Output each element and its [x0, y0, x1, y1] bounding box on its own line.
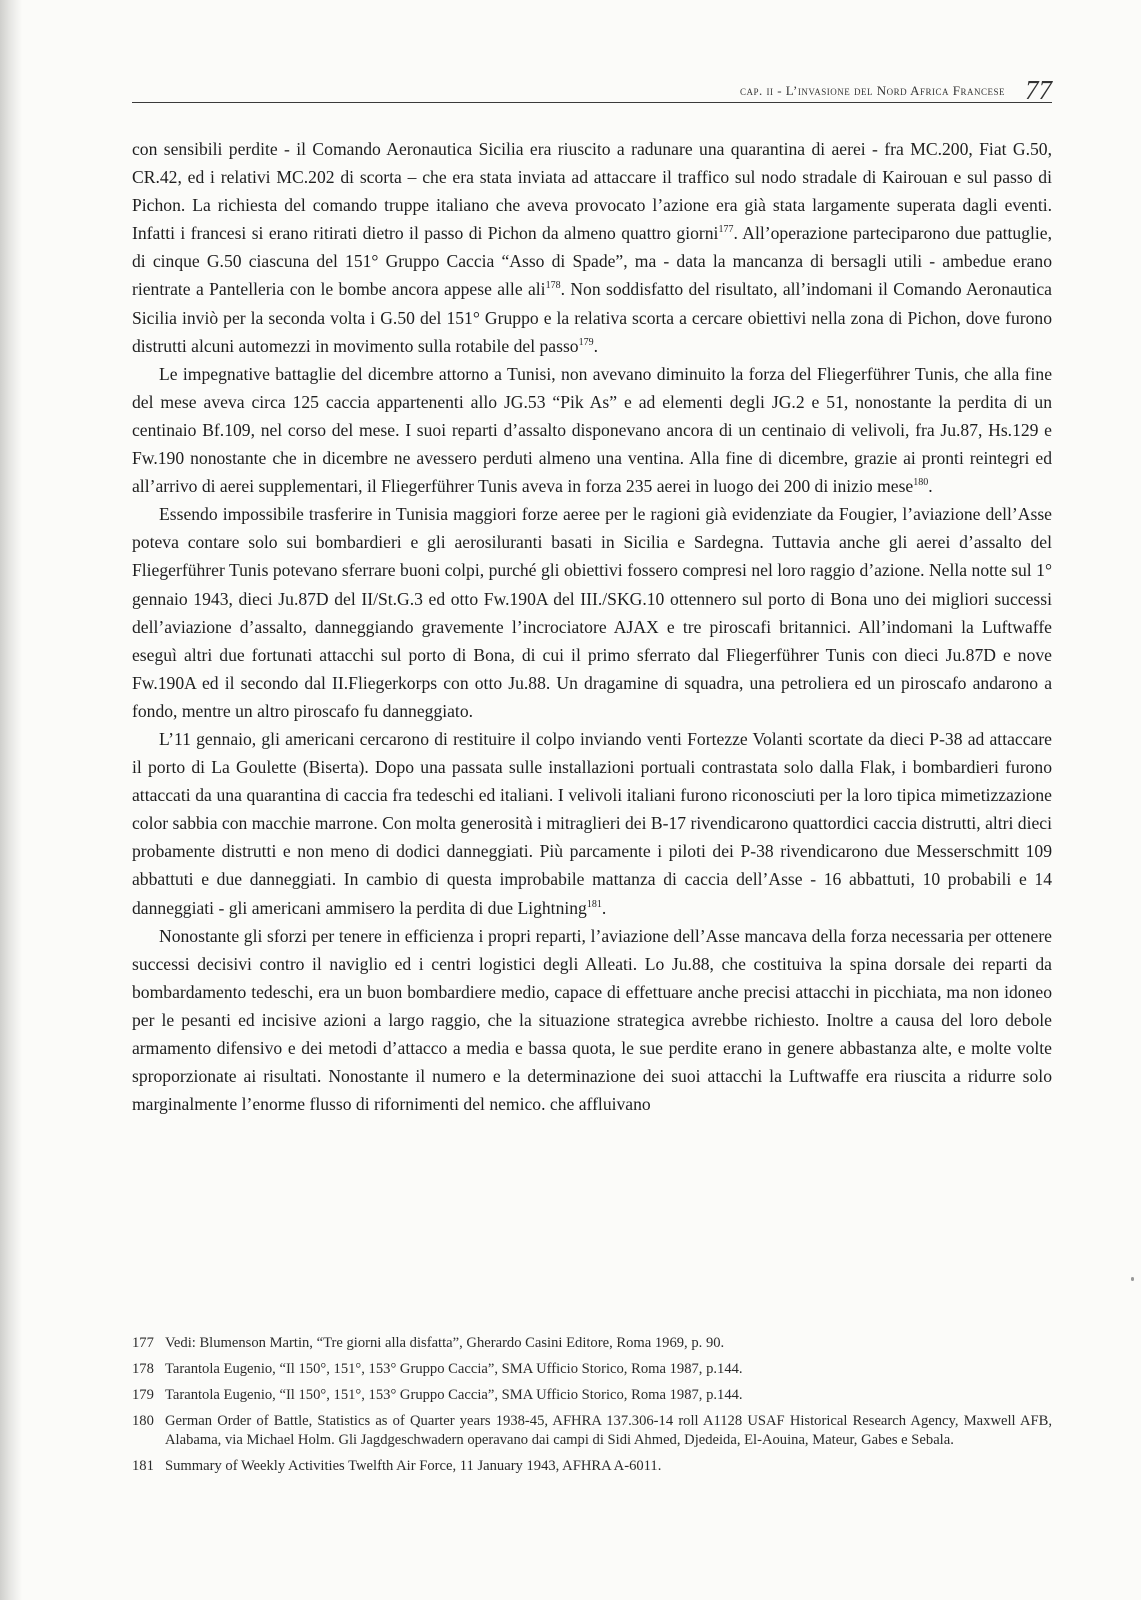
- paragraph-3: [132, 500, 1052, 725]
- footnote-number: 178: [132, 1361, 154, 1377]
- footnote-ref-179[interactable]: 179: [578, 336, 594, 348]
- text-segment: .: [601, 897, 607, 918]
- text-segment: . All’operazione parteciparono due pattuglie, di cinque G.50 ciascuna del 151° Gruppo Caccia “Asso di Spade”, ma - data la mancanza di bersagli utili - ambedue erano rientrate a Pantelleria con le bombe ancora appese alle ali: [132, 223, 1053, 300]
- paragraph-4: [132, 725, 1052, 922]
- footnote-text: Vedi: Blumenson Martin, “Tre giorni alla disfatta”, Gherardo Casini Editore, Roma 1969, p. 90.: [165, 1335, 725, 1351]
- running-header: [132, 74, 1052, 103]
- text-segment: .: [928, 476, 933, 497]
- footnotes: [132, 1334, 1052, 1483]
- footnote-179: [132, 1386, 1052, 1405]
- page-number: 77: [1025, 75, 1052, 105]
- footnote-text: Tarantola Eugenio, “Il 150°, 151°, 153° Gruppo Caccia”, SMA Ufficio Storico, Roma 1987, p.144.: [165, 1361, 743, 1377]
- body-text: [132, 135, 1052, 1118]
- chapter-title: cap. ii - L’invasione del Nord Africa Francese: [739, 83, 1005, 98]
- footnote-180: [132, 1412, 1052, 1450]
- text-segment: con sensibili perdite - il Comando Aeronautica Sicilia era riuscito a radunare una quarantina di aerei - fra MC.200, Fiat G.50, CR.42, ed i relativi MC.202 di scorta – che era stata inviata ad attaccare il traffico sul nodo stradale di Kairouan e sul passo di Pichon. La richiesta del comando truppe italiano che aveva provocato l’azione era già stata largamente superata dagli eventi. Infatti i francesi si erano ritirati dietro il passo di Pichon da almeno quattro giorni: [132, 139, 1052, 244]
- footnote-ref-177[interactable]: 177: [718, 224, 734, 236]
- paragraph-5: [132, 922, 1052, 1119]
- footnote-number: 180: [132, 1413, 154, 1429]
- footnote-number: 181: [132, 1458, 154, 1474]
- footnote-177: [132, 1334, 1052, 1353]
- text-segment: Essendo impossibile trasferire in Tunisia maggiori forze aeree per le ragioni già evidenziate da Fougier, l’aviazione dell’Asse poteva contare solo sui bombardieri e gli aerosiluranti basati in Sicilia e Sardegna. Tuttavia anche gli aerei d’assalto del Fliegerführer Tunis potevano sferrare buoni colpi, purché gli obiettivi fossero compresi nel loro raggio d’azione. Nella notte sul 1° gennaio 1943, dieci Ju.87D del II/St.G.3 ed otto Fw.190A del III./SKG.10 ottennero sul porto di Bona uno dei migliori successi dell’aviazione d’assalto, danneggiando gravemente l’incrociatore AJAX e tre piroscafi britannici. All’indomani la Luftwaffe eseguì altri due fortunati attacchi sul porto di Bona, di cui il primo sferrato dal Fliegerführer Tunis con dieci Ju.87D e nove Fw.190A ed il secondo dal II.Fliegerkorps con otto Ju.88. Un dragamine di squadra, una petroliera ed un piroscafo andarono a fondo, mentre un altro piroscafo fu danneggiato.: [132, 504, 1052, 721]
- text-segment: . Non soddisfatto del risultato, all’indomani il Comando Aeronautica Sicilia inviò per la seconda volta i G.50 del 151° Gruppo e la relativa scorta a cercare obiettivi nella zona di Pichon, dove furono distrutti alcuni automezzi in movimento sulla rotabile del passo: [132, 279, 1052, 356]
- footnote-number: 177: [132, 1335, 154, 1351]
- text-segment: Nonostante gli sforzi per tenere in efficienza i propri reparti, l’aviazione dell’Asse mancava della forza necessaria per ottenere successi decisivi contro il naviglio ed i centri logistici degli Alleati. Lo Ju.88, che costituiva la spina dorsale dei reparti da bombardamento tedeschi, era un buon bombardiere medio, capace di effettuare anche precisi attacchi in picchiata, ma non idoneo per le pesanti ed incisive azioni a largo raggio, che la situazione strategica avrebbe richiesto. Inoltre a causa del loro debole armamento difensivo e dei metodi d’attacco a media e bassa quota, le sue perdite erano in genere abbastanza alte, e molte volte sproporzionate ai risultati. Nonostante il numero e la determinazione dei suoi attacchi la Luftwaffe era riuscita a ridurre solo marginalmente l’enorme flusso di rifornimenti del nemico. che affluivano: [132, 925, 1052, 1115]
- text-segment: .: [593, 335, 598, 356]
- footnote-text: German Order of Battle, Statistics as of Quarter years 1938-45, AFHRA 137.306-14 roll A1128 USAF Historical Research Agency, Maxwell AFB, Alabama, via Michael Holm. Gli Jagdgeschwadern operavano dai campi di Sidi Ahmed, Djedeida, El-Aouina, Mateur, Gabes e Sebala.: [165, 1413, 1052, 1448]
- footnote-178: [132, 1360, 1052, 1379]
- footnote-text: Tarantola Eugenio, “Il 150°, 151°, 153° Gruppo Caccia”, SMA Ufficio Storico, Roma 1987, p.144.: [165, 1387, 743, 1403]
- binding-gutter-shadow: [0, 0, 22, 1600]
- paragraph-1: [132, 135, 1052, 360]
- footnote-181: [132, 1457, 1052, 1476]
- footnote-ref-180[interactable]: 180: [913, 477, 929, 489]
- scan-speck: [1131, 1277, 1134, 1281]
- footnote-number: 179: [132, 1387, 154, 1403]
- footnote-ref-178[interactable]: 178: [545, 280, 561, 292]
- footnote-text: Summary of Weekly Activities Twelfth Air Force, 11 January 1943, AFHRA A-6011.: [165, 1458, 662, 1474]
- footnote-ref-181[interactable]: 181: [586, 898, 602, 910]
- text-segment: L’11 gennaio, gli americani cercarono di restituire il colpo inviando venti Fortezze Volanti scortate da dieci P-38 ad attaccare il porto di La Goulette (Biserta). Dopo una passata sulle installazioni portuali contrastata solo dalla Flak, i bombardieri furono attaccati da una quarantina di caccia fra tedeschi ed italiani. I velivoli italiani furono riconosciuti per la loro tipica mimetizzazione color sabbia con macchie marrone. Con molta generosità i mitraglieri dei B-17 rivendicarono quattordici caccia distrutti, altri dieci probamente distrutti e non meno di dodici danneggiati. Più parcamente i piloti dei P-38 rivendicarono due Messerschmitt 109 abbattuti e due danneggiati. In cambio di questa improbabile mattanza di caccia dell’Asse - 16 abbattuti, 10 probabili e 14 danneggiati - gli americani ammisero la perdita di due Lightning: [132, 728, 1052, 918]
- paragraph-2: [132, 360, 1052, 500]
- text-segment: Le impegnative battaglie del dicembre attorno a Tunisi, non avevano diminuito la forza del Fliegerführer Tunis, che alla fine del mese aveva circa 125 caccia appartenenti allo JG.53 “Pik As” e ad elementi degli JG.2 e 51, nonostante la perdita di un centinaio Bf.109, nel corso del mese. I suoi reparti d’assalto disponevano ancora di un centinaio di velivoli, fra Ju.87, Hs.129 e Fw.190 nonostante che in dicembre ne avessero perduti almeno una ventina. Alla fine di dicembre, grazie ai pronti reintegri ed all’arrivo di aerei supplementari, il Fliegerführer Tunis aveva in forza 235 aerei in luogo dei 200 di inizio mese: [132, 363, 1052, 497]
